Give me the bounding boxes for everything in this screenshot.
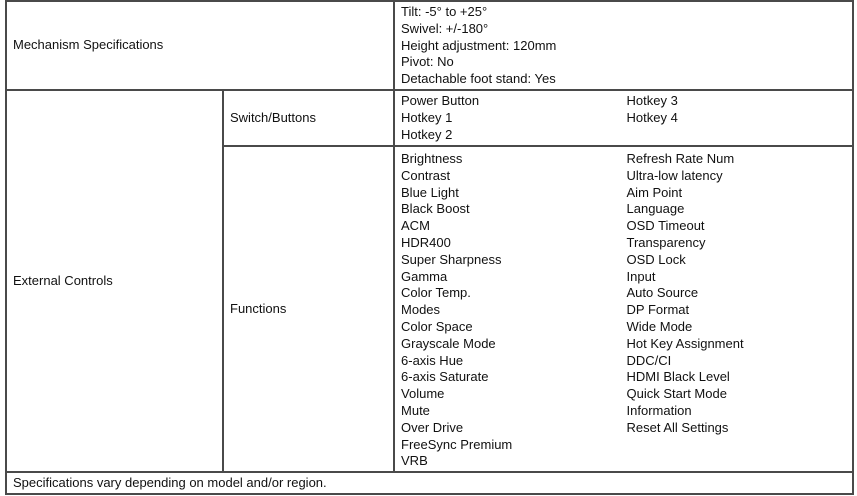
external-controls-label: External Controls [6, 90, 223, 472]
list-item: Hotkey 2 [401, 126, 453, 142]
mechanism-value: Tilt: -5° to +25° [401, 4, 488, 19]
list-item: DP Format [626, 302, 690, 318]
list-item: Hot Key Assignment [626, 335, 744, 351]
list-item: Volume [401, 386, 445, 402]
list-item: HDMI Black Level [626, 369, 730, 385]
list-item: Color Temp. [401, 285, 471, 301]
mechanism-values [394, 1, 853, 90]
mechanism-label: Mechanism Specifications [6, 1, 394, 90]
mechanism-row [6, 1, 853, 90]
list-item: Transparency [626, 234, 706, 250]
list-item: 6-axis Saturate [401, 369, 489, 385]
switch-buttons-values [394, 90, 853, 146]
list-item: VRB [401, 453, 428, 469]
list-item: Hotkey 3 [626, 93, 678, 108]
mechanism-value: Detachable foot stand: Yes [401, 71, 556, 87]
list-item: Color Space [401, 318, 473, 334]
footer-row [6, 472, 853, 494]
list-item: Hotkey 1 [401, 109, 453, 125]
switch-buttons-col2 [627, 93, 853, 143]
list-item: Gamma [401, 268, 448, 284]
list-item: Contrast [401, 167, 451, 183]
list-item: Over Drive [401, 419, 464, 435]
list-item: Auto Source [626, 285, 699, 301]
list-item: Ultra-low latency [626, 167, 723, 183]
list-item: Super Sharpness [401, 251, 502, 267]
list-item: Refresh Rate Num [626, 151, 735, 166]
list-item: Grayscale Mode [401, 335, 496, 351]
list-item: FreeSync Premium [401, 436, 513, 452]
mechanism-value: Swivel: +/-180° [401, 20, 489, 36]
list-item: OSD Timeout [626, 218, 705, 234]
list-item: Information [626, 402, 692, 418]
list-item: Wide Mode [626, 318, 693, 334]
list-item: Black Boost [401, 201, 470, 217]
switch-buttons-row [6, 90, 853, 146]
list-item: OSD Lock [626, 251, 686, 267]
switch-buttons-label: Switch/Buttons [223, 90, 394, 146]
list-item: HDR400 [401, 234, 451, 250]
list-item: Mute [401, 402, 430, 418]
list-item: ACM [401, 218, 430, 234]
list-item: Blue Light [401, 184, 459, 200]
functions-label: Functions [223, 146, 394, 472]
mechanism-value: Height adjustment: 120mm [401, 37, 557, 53]
list-item: Hotkey 4 [626, 109, 678, 125]
spec-table [5, 0, 854, 495]
list-item: Language [626, 201, 685, 217]
list-item: Reset All Settings [626, 419, 729, 435]
list-item: Input [626, 268, 656, 284]
footer-note: Specifications vary depending on model and/or region. [6, 472, 853, 494]
switch-buttons-col1 [401, 93, 627, 143]
list-item: DDC/CI [626, 352, 672, 368]
functions-values [394, 146, 853, 472]
list-item: Brightness [401, 151, 463, 166]
list-item: Power Button [401, 93, 480, 108]
list-item: Modes [401, 302, 441, 318]
list-item: Quick Start Mode [626, 386, 727, 402]
functions-col1 [401, 151, 627, 470]
list-item: Aim Point [626, 184, 683, 200]
list-item: 6-axis Hue [401, 352, 464, 368]
functions-col2 [627, 151, 853, 470]
mechanism-value: Pivot: No [401, 54, 454, 70]
